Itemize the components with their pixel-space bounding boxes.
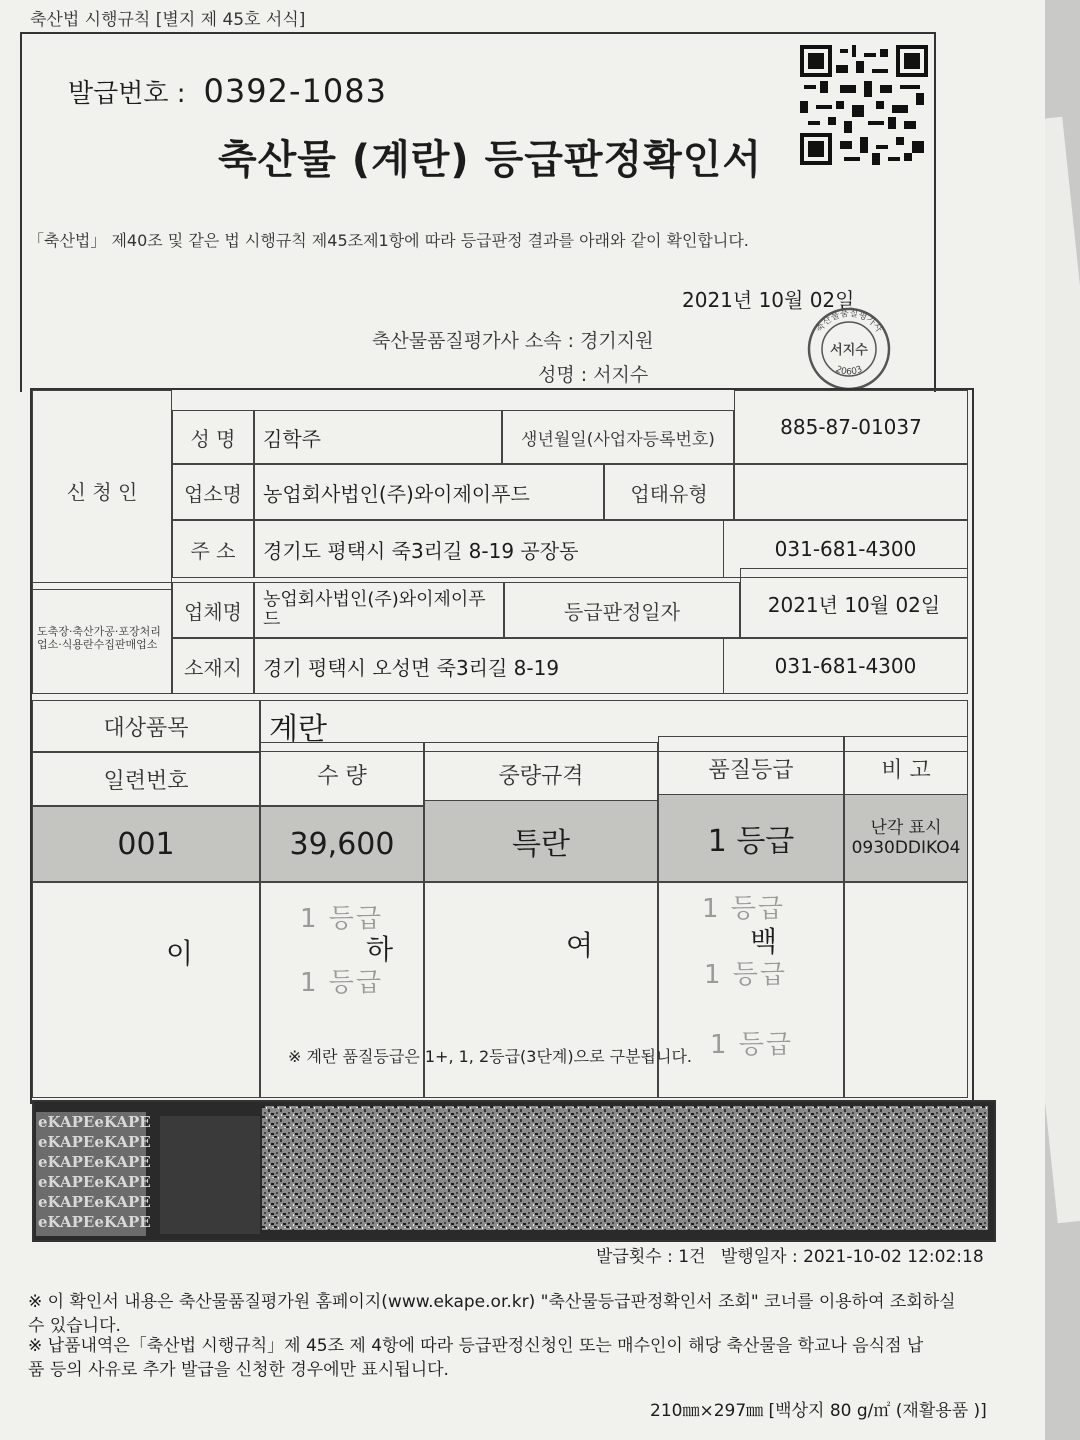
column-remark: 비 고 <box>844 736 968 800</box>
issue-number-value: 0392-1083 <box>203 72 387 110</box>
bizno-label: 생년월일(사업자등록번호) <box>502 410 734 464</box>
column-quantity: 수 량 <box>260 742 424 806</box>
facility-location: 경기 평택시 오성면 죽3리길 8-19 <box>254 638 724 694</box>
ekape-logo <box>36 1112 151 1236</box>
watermark-grade: 1 등급 <box>702 894 786 924</box>
issue-stats <box>596 1242 984 1267</box>
ekape-text: eKAPE <box>38 1193 95 1211</box>
facility-section-label: 도축장·축산가공·포장처리업소·식용란수집판매업소 <box>32 582 172 694</box>
paper-spec: 210㎜×297㎜ [백상지 80 g/㎡ (재활용품 )] <box>650 1401 987 1421</box>
address-label: 주 소 <box>172 520 254 578</box>
seal-title: 축산물품질평가사 <box>814 308 884 335</box>
grade-date-label: 등급판정일자 <box>504 582 740 638</box>
ekape-text: eKAPE <box>38 1113 95 1131</box>
biztype-value <box>734 464 968 520</box>
blank-col-remark <box>844 882 968 1098</box>
blank-mark-1: 이 <box>166 937 194 970</box>
location-label: 소재지 <box>172 638 254 694</box>
target-item-label: 대상품목 <box>32 700 260 752</box>
row-serial: 001 <box>32 806 260 882</box>
ekape-text: eKAPE <box>38 1173 95 1191</box>
seal-number: 20603 <box>834 364 864 378</box>
facility-phone: 031-681-4300 <box>724 638 968 694</box>
ekape-text: eKAPE <box>94 1213 151 1231</box>
ekape-text: eKAPE <box>94 1153 151 1171</box>
name-label: 성 명 <box>172 410 254 464</box>
footer-note-delivery: ※ 납품내역은「축산법 시행규칙」제 45조 제 4항에 따라 등급판정신청인 또는 매수인이 해당 축산물을 학교나 음식점 납품 등의 사유로 추가 발급을 신청한 경우에만 표시됩니다. <box>28 1336 924 1380</box>
company-label: 업소명 <box>172 464 254 520</box>
row-weight: 특란 <box>424 800 658 882</box>
issue-number-label: 발급번호 : <box>68 79 186 109</box>
intro-text: 「축산법」 제40조 및 같은 법 시행규칙 제45조제1항에 따라 등급판정 결과를 아래와 같이 확인합니다. <box>28 231 749 250</box>
blank-mark-2: 하 <box>366 933 394 966</box>
ekape-text: eKAPE <box>94 1113 151 1131</box>
security-pattern-icon <box>262 1106 988 1230</box>
watermark-grade: 1 등급 <box>300 968 384 998</box>
svg-text:20603 <box>834 365 864 378</box>
applicant-name: 김학주 <box>254 410 502 464</box>
column-grade: 품질등급 <box>658 736 844 800</box>
column-serial: 일련번호 <box>32 752 260 806</box>
grade-date-value: 2021년 10월 02일 <box>740 568 968 638</box>
facility-name-label: 업체명 <box>172 582 254 638</box>
facility-name: 농업회사법인(주)와이제이푸드 <box>254 582 504 638</box>
seal-name: 서지수 <box>830 343 868 358</box>
evaluator-name: 성명 : 서지수 <box>538 364 649 386</box>
blank-mark-3: 여 <box>566 929 594 962</box>
watermark-grade: 1 등급 <box>300 904 384 934</box>
row-grade: 1 등급 <box>658 794 844 882</box>
ekape-text: eKAPE <box>94 1133 151 1151</box>
column-weight: 중량규격 <box>424 742 658 806</box>
watermark-grade: 1 등급 <box>710 1030 794 1060</box>
issue-count: 발급횟수 : 1건 <box>596 1247 706 1267</box>
ekape-text: eKAPE <box>94 1173 151 1191</box>
issue-date: 2021년 10월 02일 <box>682 288 855 312</box>
issue-number <box>68 72 387 110</box>
row-quantity: 39,600 <box>260 806 424 882</box>
bizno-value: 885-87-01037 <box>734 390 968 464</box>
applicant-section-label: 신 청 인 <box>32 390 172 590</box>
applicant-phone: 031-681-4300 <box>724 520 968 578</box>
ekape-text: eKAPE <box>38 1153 95 1171</box>
watermark-grade: 1 등급 <box>704 960 788 990</box>
security-block <box>160 1116 260 1234</box>
ekape-text: eKAPE <box>38 1213 95 1231</box>
applicant-address: 경기도 평택시 죽3리길 8-19 공장동 <box>254 520 724 578</box>
target-item-value: 계란 <box>260 700 968 752</box>
svg-text:축산물품질평가사 <box>813 307 885 335</box>
official-seal-icon <box>806 306 892 392</box>
evaluator-affiliation: 축산물품질평가사 소속 : 경기지원 <box>372 330 654 352</box>
ekape-text: eKAPE <box>38 1133 95 1151</box>
grade-note: ※ 계란 품질등급은 1+, 1, 2등급(3단계)으로 구분됩니다. <box>288 1047 692 1066</box>
document-title: 축산물 (계란) 등급판정확인서 <box>217 137 763 183</box>
company-name: 농업회사법인(주)와이제이푸드 <box>254 464 604 520</box>
footer-note-inquiry: ※ 이 확인서 내용은 축산물품질평가원 홈페이지(www.ekape.or.kr) "축산물등급판정확인서 조회" 코너를 이용하여 조회하실 수 있습니다. <box>28 1292 956 1336</box>
certificate-table <box>30 388 974 1104</box>
issued-at: 발행일자 : 2021-10-02 12:02:18 <box>720 1247 984 1267</box>
biztype-label: 업태유형 <box>604 464 734 520</box>
ekape-text: eKAPE <box>94 1193 151 1211</box>
blank-col-serial <box>32 882 260 1098</box>
blank-mark-4: 백 <box>750 925 778 958</box>
row-remark: 난각 표시 0930DDIKO4 <box>844 794 968 882</box>
form-reference: 축산법 시행규칙 [별지 제 45호 서식] <box>30 10 306 30</box>
